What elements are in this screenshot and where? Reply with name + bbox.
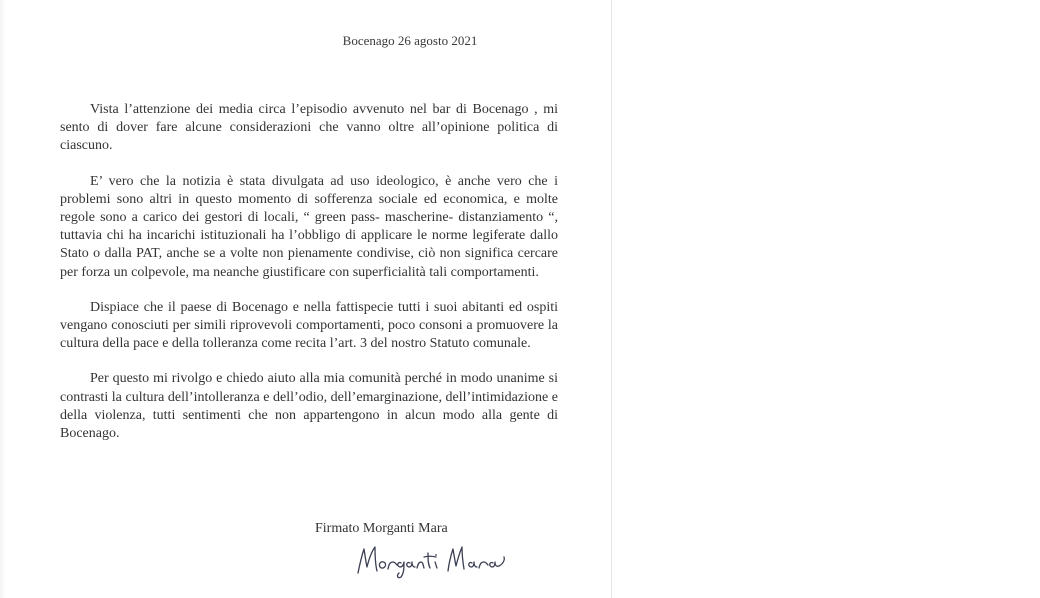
paragraph-2: E’ vero che la notizia è stata divulgata ad uso ideologico, è anche vero che i problemi sono altri in questo momento di sofferenza sociale ed economica, e molte regole sono a carico dei gestori di locali, “ green pass- mascherine- distanziamento “, tuttavia chi ha incarichi istituzionali ha l’obbligo di applicare le norme legiferate dallo Stato o dalla PAT, anche se a volte non pienamente condivise, ciò non significa cercare per forza un colpevole, ma neanche giustificare con superficialità tali comportamenti. [60, 173, 558, 280]
handwritten-signature [352, 533, 514, 579]
page-fold-line [611, 0, 612, 598]
page-edge-shadow [0, 0, 6, 598]
paragraph-4: Per questo mi rivolgo e chiedo aiuto alla mia comunità perché in modo unanime si contrasti la cultura dell’intolleranza e dell’odio, dell’emarginazione, dell’intimidazione e della violenza, tutti sentimenti che non appartengono in alcun modo alla gente di Bocenago. [60, 371, 558, 442]
date-line: Bocenago 26 agosto 2021 [342, 33, 478, 48]
paragraph-3: Dispiace che il paese di Bocenago e nella fattispecie tutti i suoi abitanti ed ospiti vengano conosciuti per simili riprovevoli comportamenti, poco consoni a promuovere la cultura della pace e della tolleranza come recita l’art. 3 del nostro Statuto comunale. [60, 299, 558, 352]
letter-body [60, 101, 558, 460]
signed-line: Firmato Morganti Mara [315, 521, 448, 536]
paragraph-1: Vista l’attenzione dei media circa l’episodio avvenuto nel bar di Bocenago , mi sento di dover fare alcune considerazioni che vanno oltre all’opinione politica di ciascuno. [60, 102, 558, 154]
